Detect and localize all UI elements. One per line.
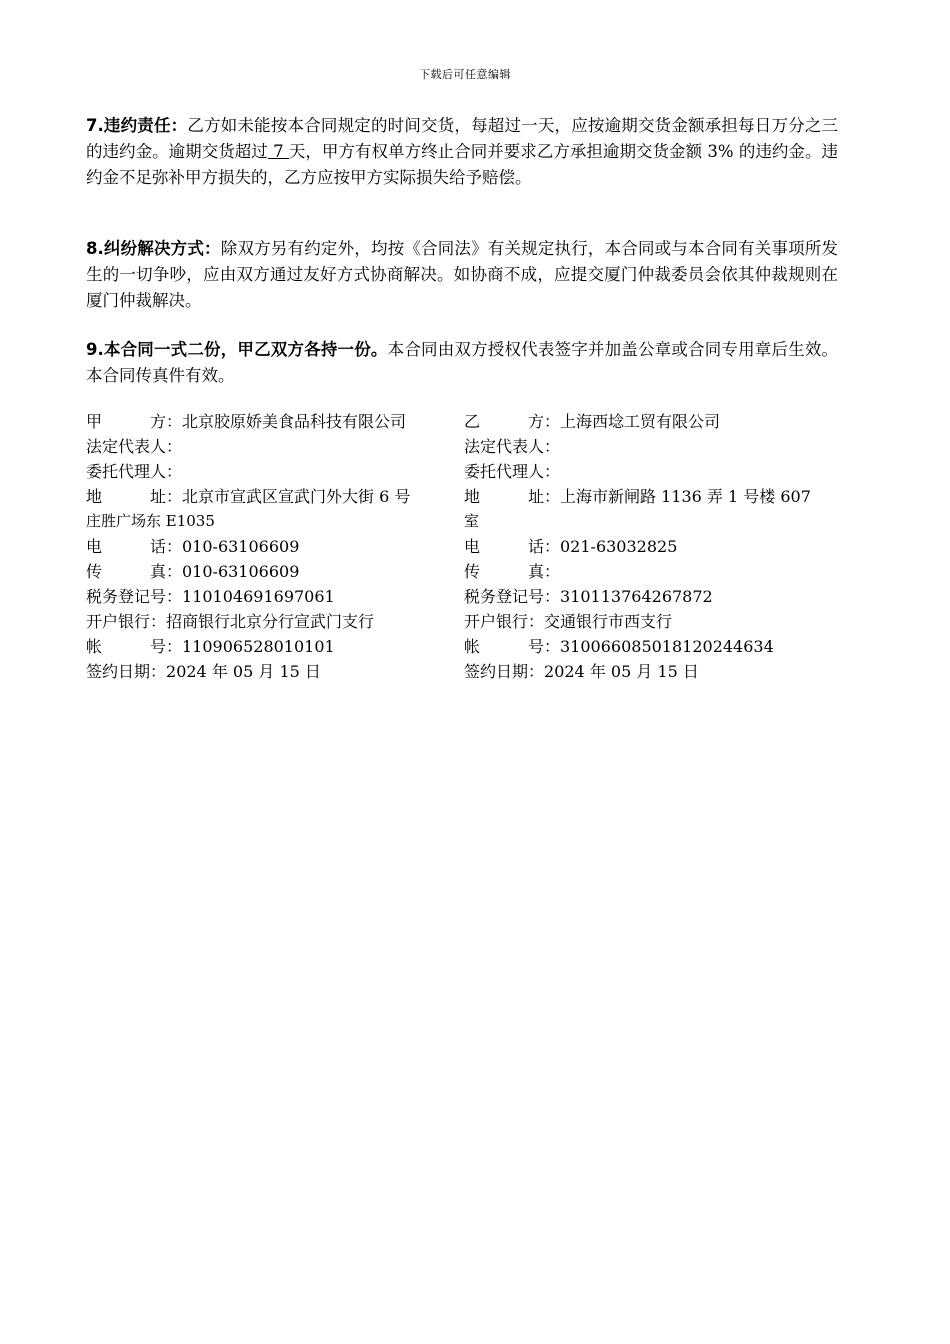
party-a-bank: 招商银行北京分行宣武门支行 <box>166 612 375 631</box>
party-a-column <box>86 409 464 684</box>
bank-label: 开户银行： <box>86 612 167 631</box>
rep-label: 法定代表人： <box>464 437 561 456</box>
party-a-fax-row <box>86 559 464 584</box>
party-a-date-row <box>86 659 464 684</box>
fax-label: 传 真： <box>464 562 560 581</box>
party-b-address-cont: 室 <box>464 512 480 530</box>
clause-text: 本合同由双方授权代表签字并加盖公章或合同专用章后生效。本合同传真件有效。 <box>86 340 838 385</box>
party-a-tel: 010-63106609 <box>182 537 300 556</box>
date-label: 签约日期： <box>86 662 167 681</box>
party-b-date-row <box>464 659 846 684</box>
party-a-fax: 010-63106609 <box>182 562 300 581</box>
party-b-address-row <box>464 484 846 509</box>
clause-copies <box>86 337 838 389</box>
clause-dispute-resolution <box>86 236 838 314</box>
clause-text: 乙方如未能按本合同规定的时间交货，每超过一天，应按逾期交货金额承担每日万分之三的违约金。逾期交货超过 <box>86 116 838 161</box>
tax-label: 税务登记号： <box>464 587 561 606</box>
party-a-agent-row <box>86 459 464 484</box>
party-b-bank: 交通银行市西支行 <box>544 612 673 631</box>
party-a-account: 110906528010101 <box>182 637 335 656</box>
agent-label: 委托代理人： <box>464 462 561 481</box>
tel-label: 电 话： <box>86 537 182 556</box>
party-b-tel-row <box>464 534 846 559</box>
party-a-address-row <box>86 484 464 509</box>
party-label: 甲 方： <box>86 412 182 431</box>
party-a-tax: 110104691697061 <box>182 587 335 606</box>
fax-label: 传 真： <box>86 562 182 581</box>
party-a-rep <box>182 434 464 459</box>
bank-label: 开户银行： <box>464 612 545 631</box>
party-a-bank-row <box>86 609 464 634</box>
party-b-column <box>464 409 846 684</box>
party-a-address-cont: 庄胜广场东 E1035 <box>86 512 215 530</box>
party-a-account-row <box>86 634 464 659</box>
party-a-address: 北京市宣武区宣武门外大街 6 号 <box>182 487 411 506</box>
party-b-name-row <box>464 409 846 434</box>
header-note: 下载后可任意编辑 <box>419 68 511 81</box>
party-b-rep-row <box>464 434 846 459</box>
clause-heading: 8.纠纷解决方式： <box>86 239 221 258</box>
party-b-tax-row <box>464 584 846 609</box>
party-b-address: 上海市新闸路 1136 弄 1 号楼 607 <box>560 487 811 506</box>
party-b-fax <box>560 559 846 584</box>
address-label: 地 址： <box>86 487 182 506</box>
party-a-date: 2024 年 05 月 15 日 <box>166 662 321 681</box>
address-label: 地 址： <box>464 487 560 506</box>
party-b-fax-row <box>464 559 846 584</box>
party-b-tax: 310113764267872 <box>560 587 713 606</box>
party-b-date: 2024 年 05 月 15 日 <box>544 662 699 681</box>
party-a-name: 北京胶原娇美食品科技有限公司 <box>182 412 407 431</box>
overdue-days-value: 7 <box>267 142 289 161</box>
party-a-name-row <box>86 409 464 434</box>
clause-heading: 9.本合同一式二份，甲乙双方各持一份。 <box>86 340 388 359</box>
party-b-agent <box>560 459 846 484</box>
party-b-rep <box>560 434 846 459</box>
signature-block <box>86 409 846 684</box>
party-b-account: 310066085018120244634 <box>560 637 774 656</box>
party-b-bank-row <box>464 609 846 634</box>
tax-label: 税务登记号： <box>86 587 183 606</box>
party-a-agent <box>182 459 464 484</box>
party-a-tel-row <box>86 534 464 559</box>
party-b-agent-row <box>464 459 846 484</box>
party-b-account-row <box>464 634 846 659</box>
tel-label: 电 话： <box>464 537 560 556</box>
party-b-name: 上海西埝工贸有限公司 <box>560 412 721 431</box>
date-label: 签约日期： <box>464 662 545 681</box>
account-label: 帐 号： <box>464 637 560 656</box>
party-label: 乙 方： <box>464 412 560 431</box>
party-a-tax-row <box>86 584 464 609</box>
agent-label: 委托代理人： <box>86 462 183 481</box>
clause-text: 天，甲方有权单方终止合同并要求乙方承担逾期交货金额 3% 的违约金。违约金不足弥补甲方损失的，乙方应按甲方实际损失给予赔偿。 <box>86 142 838 187</box>
account-label: 帐 号： <box>86 637 182 656</box>
clause-breach-liability <box>86 113 838 191</box>
clause-text: 除双方另有约定外，均按《合同法》有关规定执行，本合同或与本合同有关事项所发生的一切争吵，应由双方通过友好方式协商解决。如协商不成，应提交厦门仲裁委员会依其仲裁规则在厦门仲裁解决。 <box>86 239 838 310</box>
party-b-tel: 021-63032825 <box>560 537 678 556</box>
rep-label: 法定代表人： <box>86 437 183 456</box>
clause-heading: 7.违约责任： <box>86 116 188 135</box>
party-a-rep-row <box>86 434 464 459</box>
